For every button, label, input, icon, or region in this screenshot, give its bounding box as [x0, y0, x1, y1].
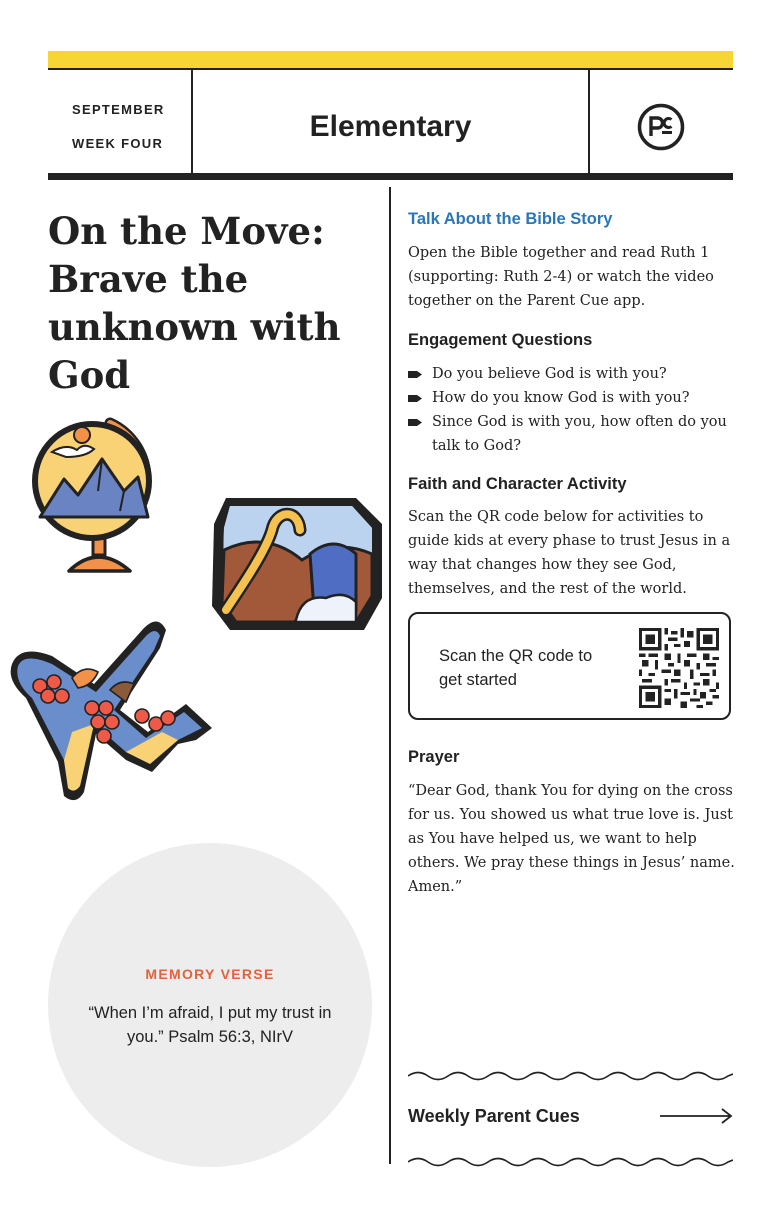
list-item [408, 362, 738, 386]
prayer-heading: Prayer [408, 748, 460, 766]
grade-title: Elementary [309, 110, 472, 143]
qr-callout[interactable] [408, 612, 731, 720]
question-text: Do you believe God is with you? [432, 366, 667, 382]
question-text: How do you know God is with you? [432, 390, 690, 406]
talk-body: Open the Bible together and read Ruth 1 (supporting: Ruth 2-4) or watch the video together on the Parent Cue app. [408, 245, 714, 309]
engagement-questions [408, 362, 738, 458]
lesson-title: On the Move: Brave the unknown with God [48, 209, 341, 397]
globe-illustration [26, 405, 168, 585]
arrow-right-icon[interactable] [660, 1106, 733, 1126]
qr-callout-text: Scan the QR code to get started [439, 647, 593, 689]
question-text: Since God is with you, how often do you talk to God? [432, 414, 727, 454]
date-cell [48, 70, 193, 173]
activity-body: Scan the QR code below for activities to guide kids at every phase to trust Jesus in a way that changes how they see God, themselves, and the rest of the world. [408, 509, 731, 597]
bullet-arrow-icon [408, 395, 422, 402]
list-item [408, 386, 738, 410]
month-label: SEPTEMBER [72, 102, 165, 117]
prayer-body: “Dear God, thank You for dying on the cross for us. You showed us what true love is. Just as You have helped us, we want to help others. We pray these things in Jesus’ name. Amen.” [408, 783, 735, 895]
week-label: WEEK FOUR [72, 136, 164, 151]
logo-cell [588, 70, 735, 173]
airplane-illustration [2, 612, 220, 804]
wavy-divider [408, 1155, 733, 1169]
wavy-divider [408, 1069, 733, 1083]
qr-code[interactable] [639, 628, 719, 708]
memory-verse-label: MEMORY VERSE [145, 966, 275, 982]
column-divider [389, 187, 391, 1164]
talk-heading: Talk About the Bible Story [408, 210, 613, 228]
activity-heading: Faith and Character Activity [408, 475, 627, 493]
engagement-heading: Engagement Questions [408, 331, 593, 349]
header [48, 68, 733, 180]
staff-landscape-illustration [206, 490, 382, 638]
parent-cue-logo [637, 103, 685, 151]
list-item [408, 410, 738, 458]
weekly-parent-cues-link[interactable]: Weekly Parent Cues [408, 1106, 580, 1126]
bullet-arrow-icon [408, 371, 422, 378]
memory-verse-circle [48, 843, 372, 1167]
bullet-arrow-icon [408, 419, 422, 426]
accent-bar [48, 51, 733, 68]
memory-verse-text: “When I’m afraid, I put my trust in you.” Psalm 56:3, NIrV [88, 1004, 332, 1046]
